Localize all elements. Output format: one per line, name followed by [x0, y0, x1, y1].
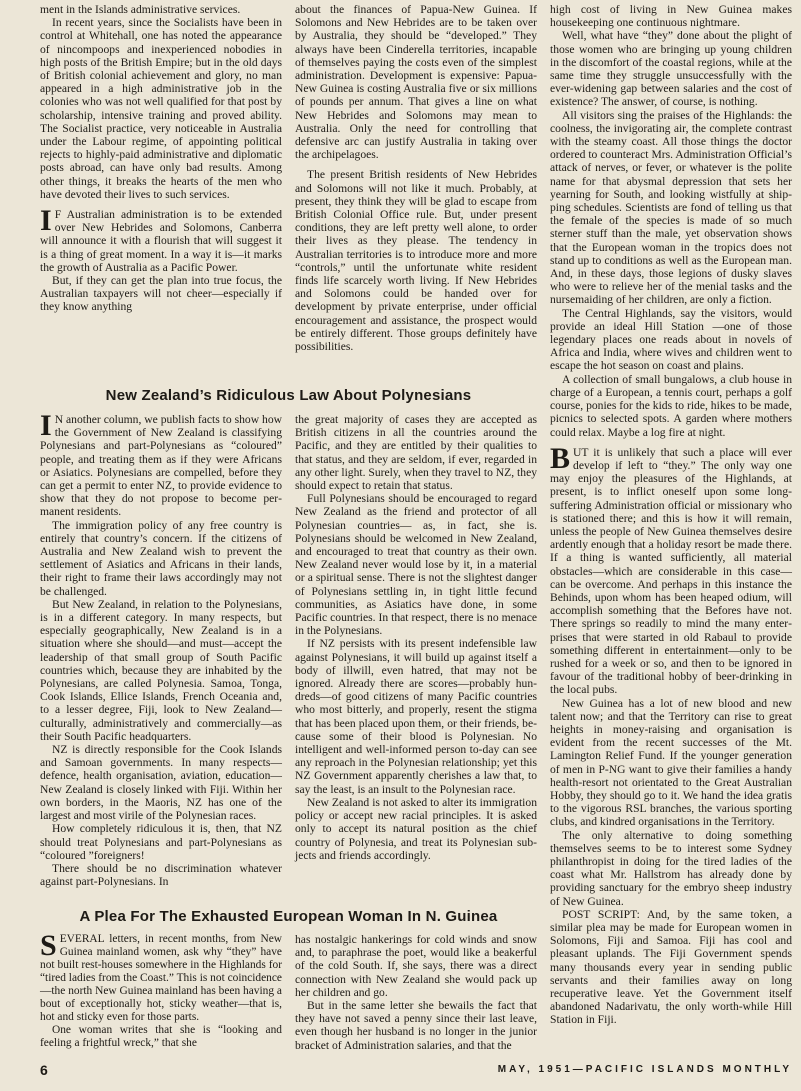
headline-plea: A Plea For The Exhausted European Woman In N. Guinea [79, 908, 498, 925]
paragraph: I F Australian administration is to be extended over New Hebrides and Solomons, Canberra will announce it with a flourish that will suggest it is a thing of great moment. In a way it is—it marks the growth of Australia as a Pacific Power. [40, 204, 282, 274]
plea-article-column-2 [295, 933, 537, 1052]
masthead: MAY, 1951—PACIFIC ISLANDS MONTHLY [497, 1064, 792, 1075]
paragraph: The Central Highlands, say the visitors, would provide an ideal Hill Station —one of those legendary places one reads about in novels of Africa and India, where wives and children went to escape the hot season on coast and plains. [550, 306, 792, 373]
paragraph: POST SCRIPT: And, by the same token, a similar plea may be made for European women in Solomons, Fiji and Samoa. Fiji has cool and pleasant uplands. The Fiji Government spends many thousands every year in sending public servants and their families away on long recuperative leave. Yet the Government itself abandoned Nadarivatu, the only worth-while Hill Station in Fiji. [550, 907, 792, 1027]
nz-article-column-2 [295, 413, 537, 862]
paragraph: BUT it is unlikely that such a place will ever develop if left to “they.” The only way one may enjoy the pleasures of the Highlands, at present, is to inflict oneself upon some long-suffering Administration official or missionary who is stationed there; and this is how it will remain, unless the people of New Guinea themselves desire ardently enough that a holiday resort be made there. If a thing is wanted sufficiently, all material obstacles—which are considerable in this case—can be overcome. And perhaps in this instance the Behinds, upon whom has been heaped odium, will accomplish something that the Befores have not. There springs so readily to mind the many enterprises that were started in old Rabaul to provide something different in entertainment—only to be rushed for a week or so, and then to be ignored in favour of the traditional hobby of beer-drinking in the local pubs. [550, 441, 792, 697]
paragraph: If NZ persists with its present indefensible law against Polynesians, it will build up against itself a body of illwill, even hatred, that may not be ignored. Already there are scores—probably hundreds—of good citizens of many Pacific countries who most bitterly, and properly, resent the stigma that has been placed upon them, or their friends, because some of their blood is Polynesian. No intelligent and well-informed person to-day can see any reproach in the Polynesian relationship; yet this NZ Government apparently cherishes a law that, to say the least, is an insult to the Polynesian race. [295, 637, 537, 796]
drop-cap: I [40, 409, 52, 442]
paragraph: Well, what have “they” done about the plight of those women who are bringing up young children in the discomfort of the coastal regions, while at the same time they struggle unsuccessfully with the ever-widening gap between salaries and the cost of existence? The answer, of course, is nothing. [550, 29, 792, 109]
paragraph: The immigration policy of any free country is entirely that country’s concern. If the citizens of Australia and New Zealand wish to prevent the settlement of Asiatics and Africans in their lands, their right to frame their laws accordingly may not be challenged. [40, 518, 282, 598]
paragraph: A collection of small bungalows, a club house in charge of a European, a tennis court, perhaps a golf course, ponies for the kids to ride, hikes to be made, picnics to selected spots. A garden where mothers could relax. Maybe a log fire at night. [550, 372, 792, 439]
article-column-right [550, 3, 792, 1027]
paragraph: I N another column, we publish facts to show how the Government of New Zealand is classifying Polynesians and part-Polynesians as “coloured” people, and treating them as if they were Africans or Asiatics. Polynesians are compelled, before they can get a permit to enter NZ, to provide evidence to show that they do not propose to become permanent residents. [40, 409, 282, 519]
page-number: 6 [40, 1062, 48, 1078]
paragraph: But New Zealand, in relation to the Polynesians, is in a different category. In many respects, but especially geographically, New Zealand is in a situation where she should—and must—accept the leadership of that small group of South Pacific countries which, because they are inhabited by the Polynesians, are called Polynesia. Samoa, Tonga, Cook Islands, Ellice Islands, French Oceania and, to a lesser degree, Fiji, look to New Zealand—culturally, administratively and commercially—as their South Pacific headquarters. [40, 597, 282, 743]
drop-cap: I [40, 204, 52, 238]
paragraph: Full Polynesians should be encouraged to regard New Zealand as the friend and protector of all Polynesian countries— as, in fact, she is. Polynesians should be welcomed in New Zealand, and encouraged to treat that country as their own. New Zealand never would lose by it, in a material or a spiritual sense. There is not the slightest danger of Polynesians settling in, in tight little fecund communities, as Asiatics have done, in some Pacific countries. In that respect, there is no menace in the Polynesians. [295, 492, 537, 638]
paragraph: All visitors sing the praises of the Highlands: the coolness, the invigorating air, the complete contrast with the steamy coast. All those things the doctor ordered to counteract Mrs. Administration Official’s attack of nerves, or fever, or whatever is the polite name for that abysmal depression that sets her yearning for South, and looking wistfully at shipping schedules. Scientists are fond of telling us that the female of the species is made of so much sterner stuff than the male, yet observation shows that the European woman in the tropics does not stand up to conditions as well as the European man. And, in these days, those legions of dusky slaves who were to relieve her of the menial tasks and the nursemaiding of her children, are only a fiction. [550, 108, 792, 307]
paragraph: But, if they can get the plan into true focus, the Australian taxpayers will not cheer—especially if they know anything [40, 274, 282, 314]
paragraph: about the finances of Papua-New Guinea. If Solomons and New Hebrides are to be taken over by Australia, they should be “developed.” They always have been Cinderella territories, incapable of themselves paying the costs even of the simplest administration. Development is expensive: Papua-New Guinea is costing Australia five or six millions of pounds per annum. That gives a line on what New Hebrides and Solomons may mean to Australia. Only the need for controlling that defensive arc can justify Australia in taking over the archipelagoes. [295, 3, 537, 162]
drop-cap: B [550, 441, 571, 475]
paragraph: How completely ridiculous it is, then, that NZ should treat Polynesians and part-Polynesians as “coloured ”foreigners! [40, 822, 282, 862]
paragraph: New Guinea has a lot of new blood and new talent now; and that the Territory can rise to great heights in money-raising and organisation is evident from the recent successes of the Mt. Lamington Relief Fund. If the younger generation of men in P-NG want to give their families a handy health-resort not orientated to the Great Australian Hobby, they should go to it. We hand the idea gratis to the vigorous RSL branches, the various sporting clubs, and kindred organisations in the Territory. [550, 696, 792, 829]
paragraph: In recent years, since the Socialists have been in control at Whitehall, one has noted the appearance of nincompoops and inexperienced nobodies in high posts of the British Empire; but in the old days of British colonial achievement and glory, no man appeared in a high administrative job in the colonies who was not well qualified for that post by scholarship, intensive training and proved ability. The Socialist practice, very noticeable in Australia under the Labour regime, of appointing political rejects to highly-paid administrative and diplomatic posts abroad, can have only bad results. Among other things, it breaks the hearts of the men who have devoted their lives to such services. [40, 16, 282, 201]
paragraph: NZ is directly responsible for the Cook Islands and Samoan governments. In many respects—defence, health organisation, aviation, education—New Zealand is closely linked with Fiji. Within her own borders, in the Maoris, NZ has one of the largest and most virile of the Polynesian races. [40, 743, 282, 823]
paragraph: ment in the Islands administrative services. [40, 3, 241, 16]
paragraph: The only alternative to doing something themselves seems to be to interest some Sydney philanthropist in doing for the tired ladies of the coast what Mr. Hallstrom has already done by providing sanctuary for the embryo sheep industry of New Guinea. [550, 828, 792, 908]
paragraph: SEVERAL letters, in recent months, from New Guinea mainland women, ask why “they” have not built rest-houses somewhere in the Highlands for “tired ladies from the Coast.” This is not coincidence—the north New Guinea mainland has been having a bout of exceptionally hot, sticky weather—that is, hot and sticky even for those parts. [40, 929, 282, 1023]
paragraph: New Zealand is not asked to alter its immigration policy or accept new racial principles. It is asked only to accept its natural position as the chief country of Polynesia, and treat its Polynesian subjects and friends accordingly. [295, 795, 537, 862]
plea-article-column-1 [40, 929, 282, 1050]
article-column-top-1 [40, 3, 282, 314]
paragraph: the great majority of cases they are accepted as British citizens in all the countries around the Pacific, and they are entitled by their qualities to that status, and they are seldom, if ever, regarded in any other light. Surely, when they travel to NZ, they should expect to retain that status. [295, 413, 538, 493]
paragraph: There should be no discrimination whatever against part-Polynesians. In [40, 861, 282, 889]
paragraph: But in the same letter she bewails the fact that they have not saved a penny since their last leave, even though her husband is no longer in the junior bracket of Administration salaries, and that the [295, 999, 537, 1052]
paragraph: One woman writes that she is “looking and feeling a frightful wreck,” that she [40, 1024, 282, 1049]
drop-cap: S [40, 929, 57, 962]
paragraph: The present British residents of New Hebrides and Solomons will not like it much. Probably, at present, they think they will be glad to escape from British Colonial Office rule. But, under present conditions, they are left pretty well alone, to order their lives as they please. The tendency in Australian territories is to introduce more and more “controls,” until the unfortunate white resident finds life scarcely worth living. If New Hebrides and Solomons could be handed over for development by private enterprise, under official encouragement and assistance, the prospect would be entirely different. Those groups definitely have possibilities. [295, 168, 537, 354]
paragraph: high cost of living in New Guinea makes housekeeping one continuous nightmare. [550, 3, 792, 30]
page-footer [40, 1062, 792, 1082]
headline-nz: New Zealand’s Ridiculous Law About Polynesians [105, 387, 472, 404]
nz-article-column-1 [40, 409, 282, 889]
paragraph: has nostalgic hankerings for cold winds and snow and, to paraphrase the poet, would like a beakerful of the cold South. If, she says, there was a direct connection with New Zealand she would pack up her children and go. [295, 933, 537, 999]
article-column-top-2 [295, 3, 537, 353]
